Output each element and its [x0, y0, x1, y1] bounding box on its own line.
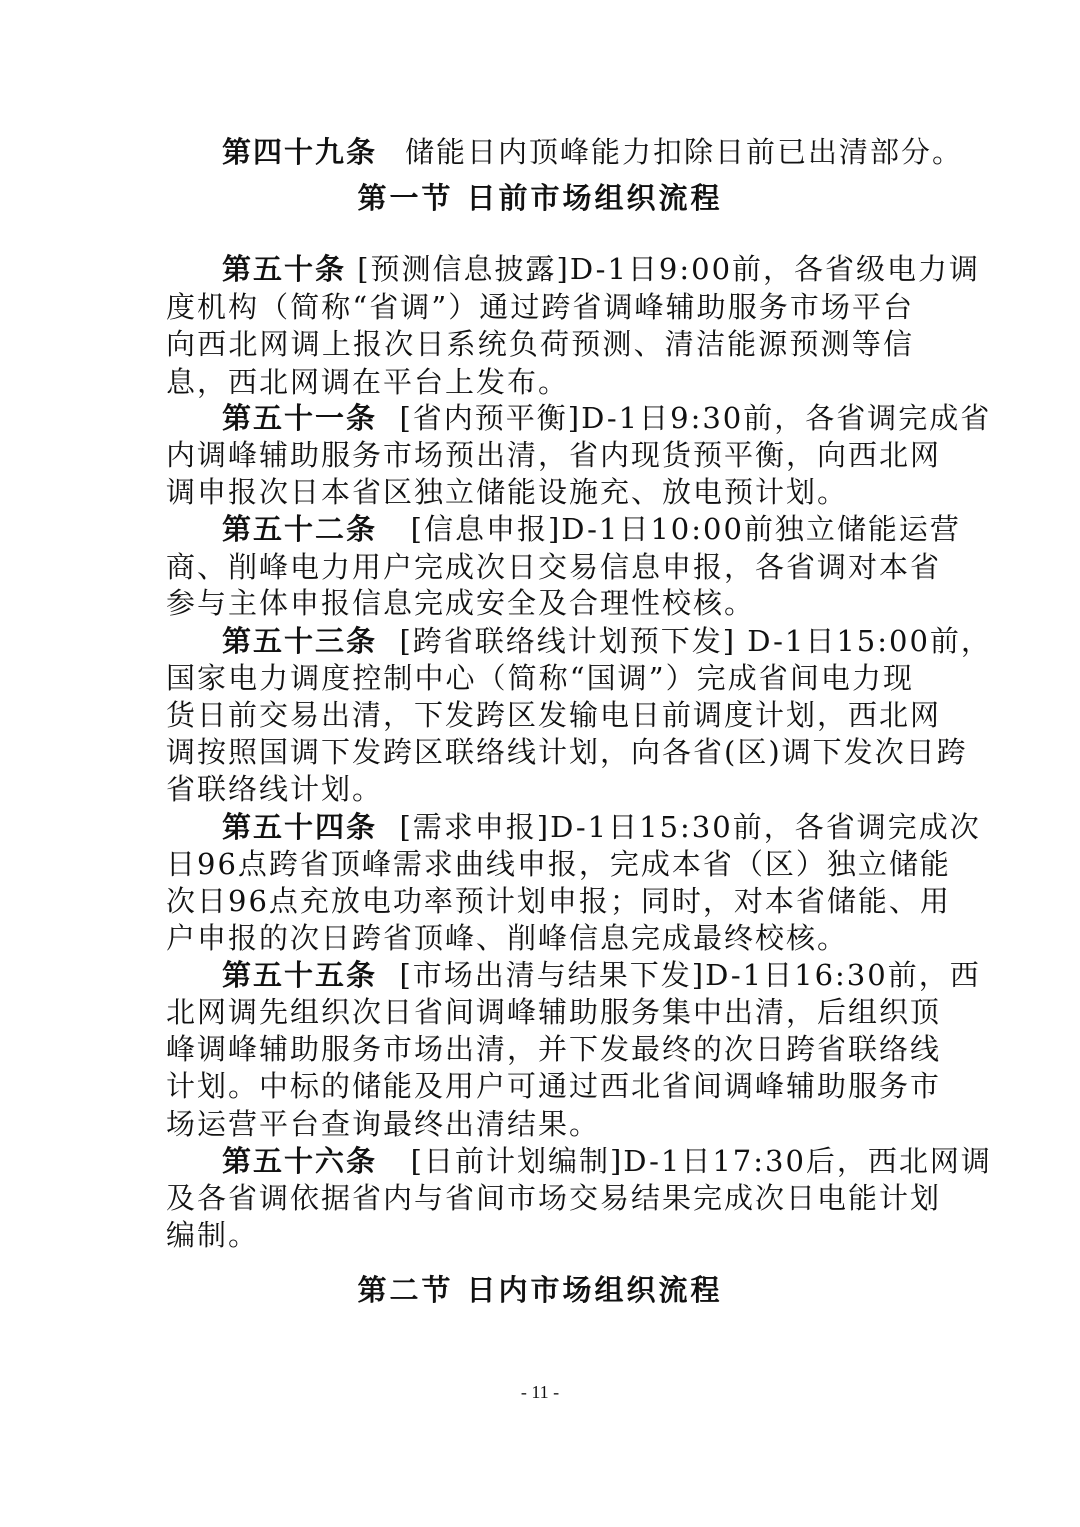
- article-50-label: 第五十条: [222, 252, 347, 286]
- article-56-label: 第五十六条: [222, 1144, 378, 1178]
- article-52-line-3: 参与主体申报信息完成安全及合理性校核。: [166, 586, 756, 620]
- section-1-title: 第一节 日前市场组织流程: [357, 181, 723, 215]
- article-53-line-1: 第五十三条 [跨省联络线计划预下发] D-1日15:00前，: [222, 624, 992, 658]
- article-54-line-4: 户申报的次日跨省顶峰、削峰信息完成最终校核。: [166, 921, 849, 955]
- article-54-line-3: 次日96点充放电功率预计划申报；同时，对本省储能、用: [166, 884, 951, 918]
- article-52-label: 第五十二条: [222, 512, 378, 546]
- article-49-text: 储能日内顶峰能力扣除日前已出清部分。: [405, 135, 964, 169]
- article-49-label: 第四十九条: [222, 135, 378, 169]
- article-53-line-4: 调按照国调下发跨区联络线计划，向各省(区)调下发次日跨: [166, 735, 968, 769]
- article-49: [222, 134, 963, 170]
- article-55-line-5: 场运营平台查询最终出清结果。: [166, 1107, 601, 1141]
- article-54-line-1: 第五十四条 [需求申报]D-1日15:30前，各省调完成次: [222, 810, 981, 844]
- article-54-line-2: 日96点跨省顶峰需求曲线申报，完成本省（区）独立储能: [166, 847, 951, 881]
- article-55-label: 第五十五条: [222, 958, 378, 992]
- article-52-line-2: 商、削峰电力用户完成次日交易信息申报，各省调对本省: [166, 550, 942, 584]
- article-50-line-2: 度机构（简称“省调”）通过跨省调峰辅助服务市场平台: [166, 290, 914, 324]
- article-55-line-3: 峰调峰辅助服务市场出清，并下发最终的次日跨省联络线: [166, 1032, 942, 1066]
- article-55-line-2: 北网调先组织次日省间调峰辅助服务集中出清，后组织顶: [166, 995, 942, 1029]
- article-53-line-2: 国家电力调度控制中心（简称“国调”）完成省间电力现: [166, 661, 914, 695]
- article-53-label: 第五十三条: [222, 624, 378, 658]
- article-54-label: 第五十四条: [222, 810, 378, 844]
- page-number: - 11 -: [520, 1382, 560, 1402]
- article-55-line-1: 第五十五条 [市场出清与结果下发]D-1日16:30前，西: [222, 958, 981, 992]
- article-50-line-1: 第五十条 [预测信息披露]D-1日9:00前，各省级电力调: [222, 252, 981, 286]
- article-50-line-3: 向西北网调上报次日系统负荷预测、清洁能源预测等信: [166, 327, 914, 361]
- article-53-line-5: 省联络线计划。: [166, 772, 384, 806]
- article-56-line-2: 及各省调依据省内与省间市场交易结果完成次日电能计划: [166, 1181, 942, 1215]
- article-50-line-4: 息，西北网调在平台上发布。: [166, 365, 570, 399]
- article-52-line-1: 第五十二条 [信息申报]D-1日10:00前独立储能运营: [222, 512, 961, 546]
- article-51-line-3: 调申报次日本省区独立储能设施充、放电预计划。: [166, 475, 849, 509]
- article-51-line-2: 内调峰辅助服务市场预出清，省内现货预平衡，向西北网: [166, 438, 942, 472]
- article-51-line-1: 第五十一条 [省内预平衡]D-1日9:30前，各省调完成省: [222, 401, 992, 435]
- article-56-line-1: 第五十六条 [日前计划编制]D-1日17:30后，西北网调: [222, 1144, 992, 1178]
- article-51-label: 第五十一条: [222, 401, 378, 435]
- section-2-title: 第二节 日内市场组织流程: [357, 1273, 723, 1307]
- article-53-line-3: 货日前交易出清，下发跨区发输电日前调度计划，西北网: [166, 698, 942, 732]
- article-56-line-3: 编制。: [166, 1218, 260, 1252]
- article-55-line-4: 计划。中标的储能及用户可通过西北省间调峰辅助服务市: [166, 1069, 942, 1103]
